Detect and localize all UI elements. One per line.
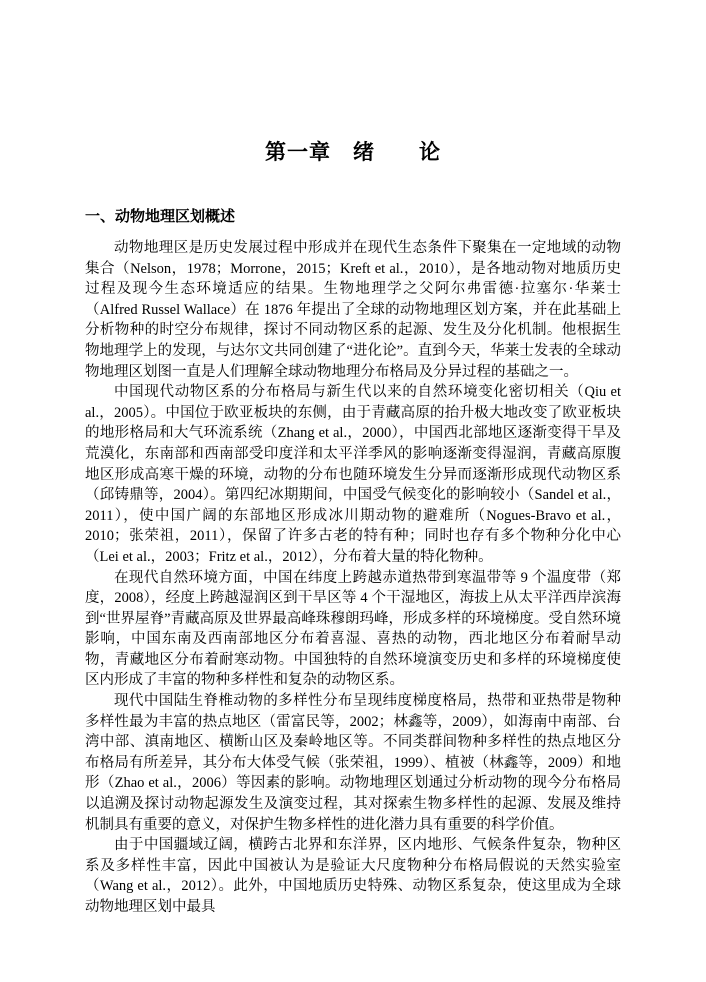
paragraph: 动物地理区是历史发展过程中形成并在现代生态条件下聚集在一定地域的动物集合（Nelson，1978；Morrone，2015；Kreft et al.，2010），是各地动物对地质历史过程及现今生态环境适应的结果。生物地理学之父阿尔弗雷德·拉塞尔·华莱士（Alfred Russel Wallace）在 1876 年提出了全球的动物地理区划方案，并在此基础上分析物种的时空分布规律，探讨不同动物区系的起源、发生及分化机制。他根据生物地理学上的发现，与达尔文共同创建了“进化论”。直到今天，华莱士发表的全球动物地理区划图一直是人们理解全球动物地理分布格局及分异过程的基础之一。 (85, 240, 621, 380)
section-heading: 一、动物地理区划概述 (85, 209, 236, 225)
chapter-title: 第一章 绪 论 (265, 140, 441, 164)
paragraph: 在现代自然环境方面，中国在纬度上跨越赤道热带到寒温带等 9 个温度带（郑度，2008），经度上跨越湿润区到干旱区等 4 个干湿地区，海拔上从太平洋西岸滨海到“世界屋脊”青藏高原及世界最高峰珠穆朗玛峰，形成多样的环境梯度。受自然环境影响，中国东南及西南部地区分布着喜湿、喜热的动物，西北地区分布着耐旱动物，青藏地区分布着耐寒动物。中国独特的自然环境演变历史和多样的环境梯度使区内形成了丰富的物种多样性和复杂的动物区系。 (85, 569, 621, 689)
paragraph: 由于中国疆域辽阔，横跨古北界和东洋界，区内地形、气候条件复杂，物种区系及多样性丰富，因此中国被认为是验证大尺度物种分布格局假说的天然实验室（Wang et al.，2012）。此外，中国地质历史特殊、动物区系复杂，使这里成为全球动物地理区划中最具 (85, 837, 621, 915)
paragraph: 现代中国陆生脊椎动物的多样性分布呈现纬度梯度格局，热带和亚热带是物种多样性最为丰富的热点地区（雷富民等，2002；林鑫等，2009），如海南中南部、台湾中部、滇南地区、横断山区及秦岭地区等。不同类群间物种多样性的热点地区分布格局有所差异，其分布大体受气候（张荣祖，1999）、植被（林鑫等，2009）和地形（Zhao et al.，2006）等因素的影响。动物地理区划通过分析动物的现今分布格局以追溯及探讨动物起源发生及演变过程，其对探索生物多样性的起源、发展及维持机制具有重要的意义，对保护生物多样性的进化潜力具有重要的科学价值。 (85, 693, 621, 833)
paragraph: 中国现代动物区系的分布格局与新生代以来的自然环境变化密切相关（Qiu et al.，2005）。中国位于欧亚板块的东侧，由于青藏高原的抬升极大地改变了欧亚板块的地形格局和大气环流系统（Zhang et al.，2000），中国西北部地区逐渐变得干旱及荒漠化，东南部和西南部受印度洋和太平洋季风的影响逐渐变得湿润，青藏高原腹地区形成高寒干燥的环境，动物的分布也随环境发生分异而逐渐形成现代动物区系（邱铸鼎等，2004）。第四纪冰期期间，中国受气候变化的影响较小（Sandel et al.，2011），使中国广阔的东部地区形成冰川期动物的避难所（Nogues-Bravo et al.，2010；张荣祖，2011），保留了许多古老的特有种；同时也存有多个物种分化中心（Lei et al.，2003；Fritz et al.，2012），分布着大量的特化物种。 (85, 384, 621, 565)
